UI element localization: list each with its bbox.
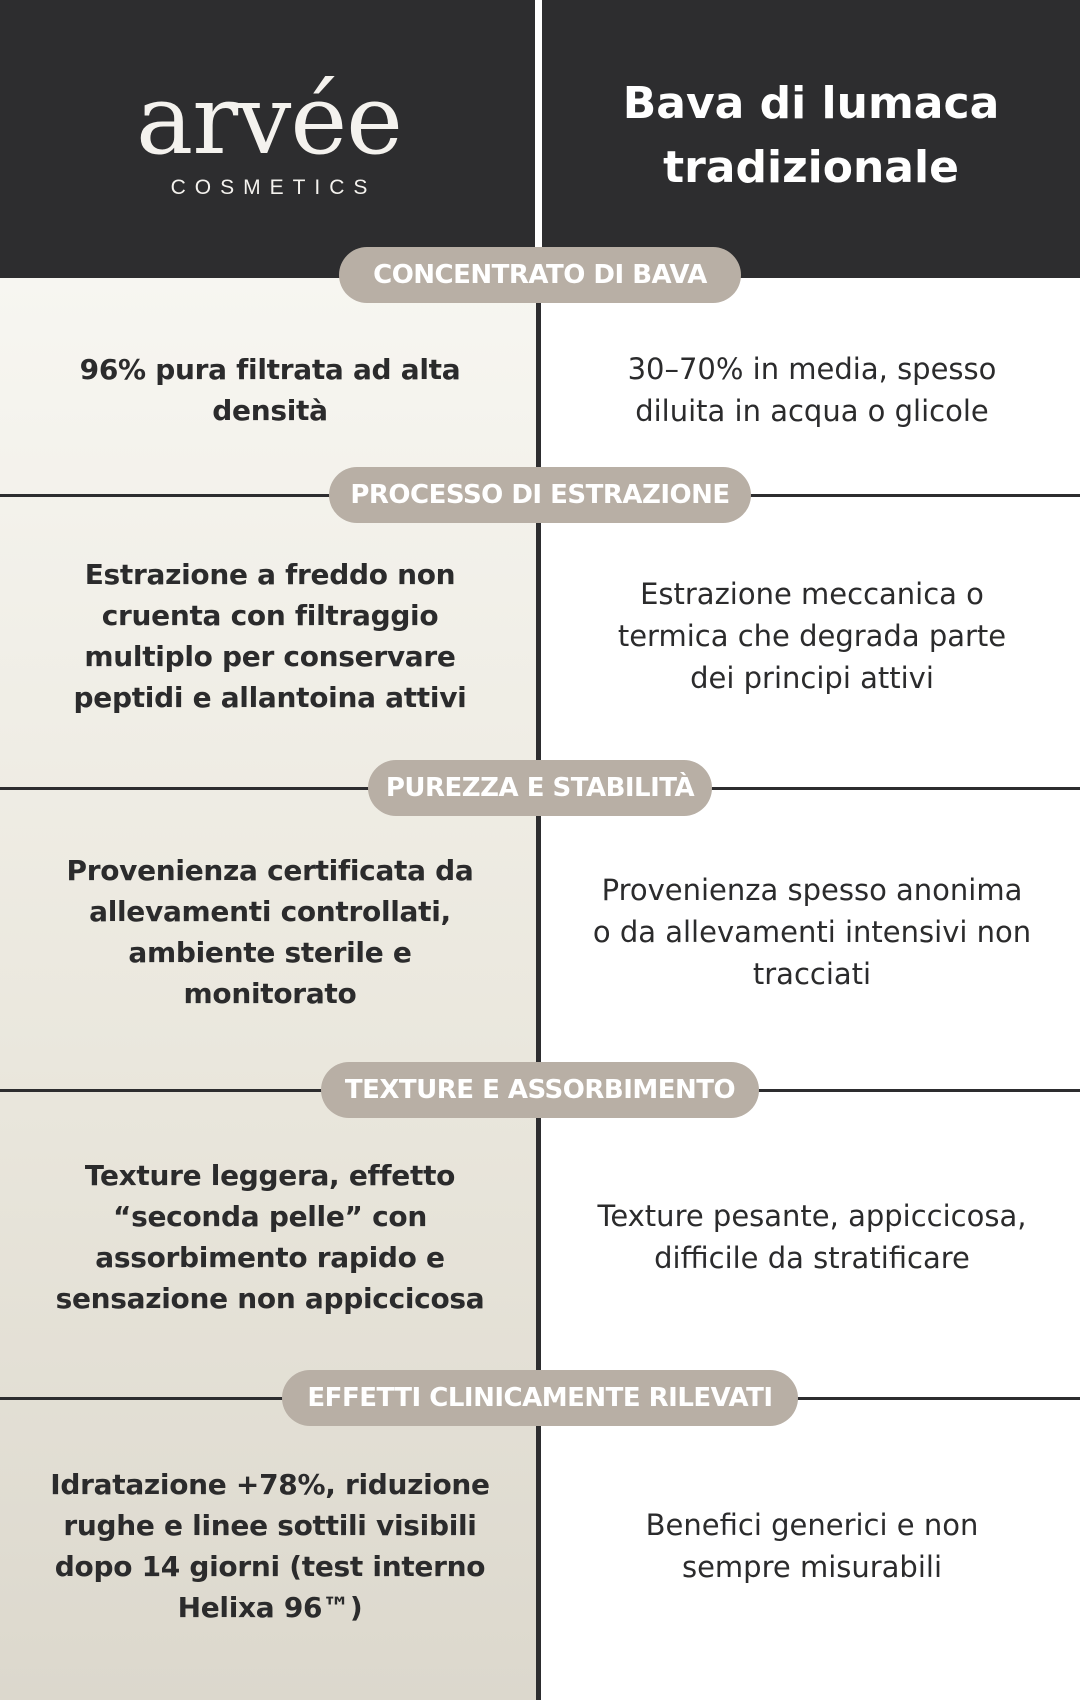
traditional-column-title: Bava di lumaca tradizionale bbox=[622, 78, 1000, 193]
brand-logo bbox=[0, 64, 538, 202]
traditional-value-concentrato: 30–70% in media, spesso diluita in acqua o glicole bbox=[627, 352, 997, 428]
header-divider bbox=[535, 0, 542, 278]
arvee-value-effetti: Idratazione +78%, riduzione rughe e linee sottili visibili dopo 14 giorni (test interno Helixa 96™) bbox=[50, 1468, 490, 1624]
logo-wordmark: arvée bbox=[136, 64, 402, 176]
traditional-value-texture: Texture pesante, appiccicosa, difficile da stratificare bbox=[597, 1199, 1027, 1275]
section-badge-texture: TEXTURE E ASSORBIMENTO bbox=[321, 1062, 759, 1118]
traditional-value-estrazione: Estrazione meccanica o termica che degrada parte dei principi attivi bbox=[617, 577, 1007, 695]
header bbox=[0, 0, 1080, 278]
traditional-value-effetti: Benefici generici e non sempre misurabili bbox=[645, 1508, 979, 1584]
section-badge-estrazione: PROCESSO DI ESTRAZIONE bbox=[329, 467, 751, 523]
arvee-value-estrazione: Estrazione a freddo non cruenta con filtraggio multiplo per conservare peptidi e allantoina attivi bbox=[73, 558, 467, 714]
logo-subtitle: COSMETICS bbox=[170, 176, 377, 199]
arvee-value-concentrato: 96% pura filtrata ad alta densità bbox=[79, 353, 461, 427]
section-badge-concentrato: CONCENTRATO DI BAVA bbox=[339, 247, 741, 303]
section-badge-effetti: EFFETTI CLINICAMENTE RILEVATI bbox=[282, 1370, 798, 1426]
traditional-value-purezza: Provenienza spesso anonima o da allevamenti intensivi non tracciati bbox=[592, 873, 1032, 991]
arvee-value-purezza: Provenienza certificata da allevamenti controllati, ambiente sterile e monitorato bbox=[66, 854, 474, 1010]
arvee-value-texture: Texture leggera, effetto “seconda pelle” con assorbimento rapido e sensazione non appiccicosa bbox=[55, 1159, 485, 1315]
section-badge-purezza: PUREZZA E STABILITÀ bbox=[368, 760, 712, 816]
